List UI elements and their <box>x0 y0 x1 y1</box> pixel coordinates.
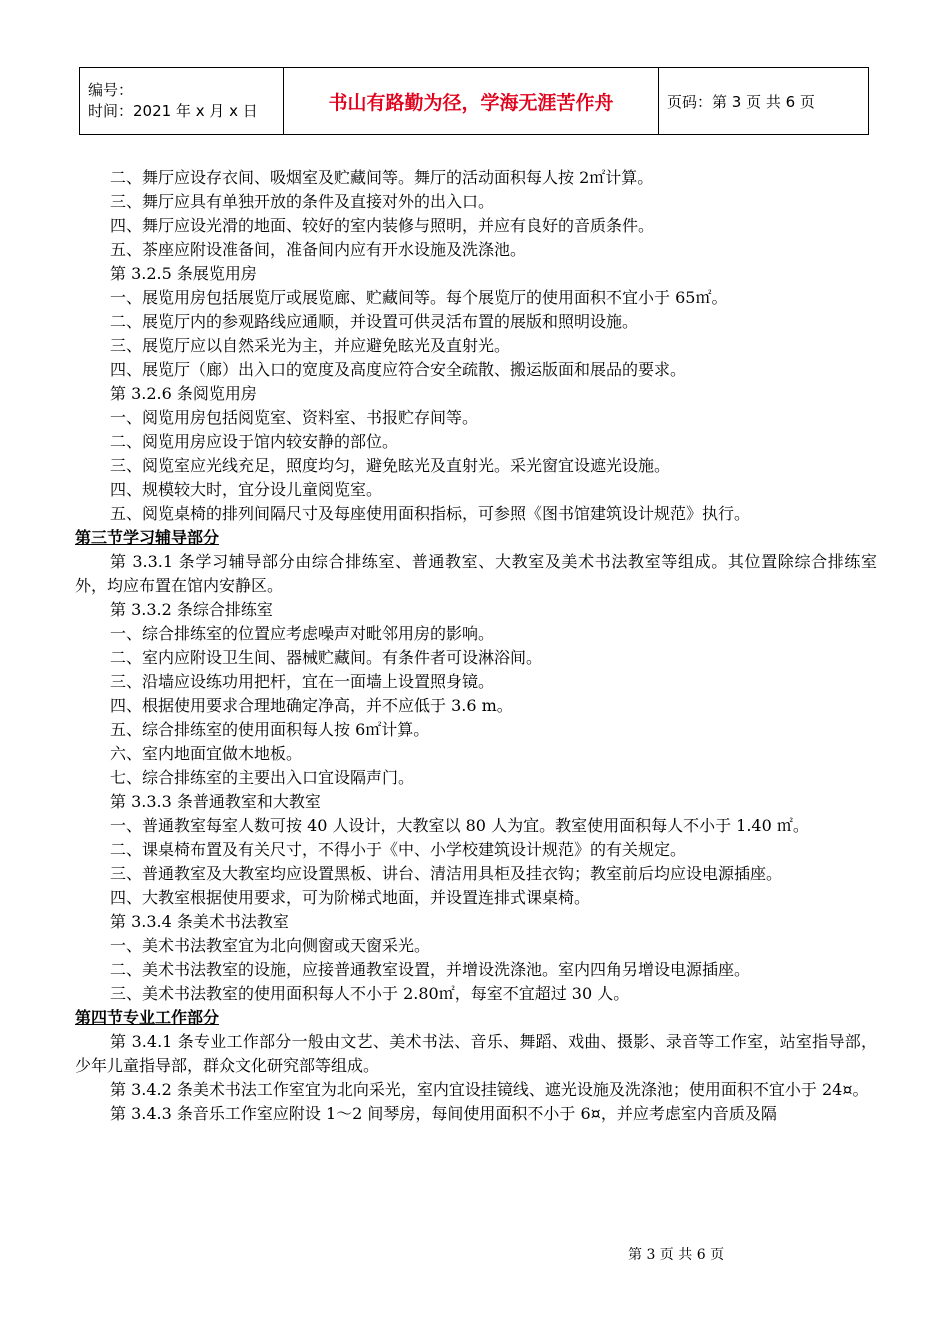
section-heading: 第四节专业工作部分 <box>75 1008 220 1027</box>
body-line: 二、阅览用房应设于馆内较安静的部位。 <box>110 432 399 451</box>
body-line: 二、舞厅应设存衣间、吸烟室及贮藏间等。舞厅的活动面积每人按 2㎡计算。 <box>110 168 654 187</box>
header-meta-cell <box>80 68 284 135</box>
header-motto: 书山有路勤为径，学海无涯苦作舟 <box>284 68 659 135</box>
clause-title: 第 3.3.4 条美术书法教室 <box>110 912 289 931</box>
body-line: 二、室内应附设卫生间、器械贮藏间。有条件者可设淋浴间。 <box>110 648 543 667</box>
body-line: 四、大教室根据使用要求，可为阶梯式地面，并设置连排式课桌椅。 <box>110 888 591 907</box>
body-line: 三、舞厅应具有单独开放的条件及直接对外的出入口。 <box>110 192 495 211</box>
body-line: 第 3.4.3 条音乐工作室应附设 1～2 间琴房，每间使用面积不小于 6¤，并应考虑室内音质及隔 <box>110 1104 777 1123</box>
document-body <box>75 166 877 1126</box>
document-header <box>79 67 869 135</box>
body-line: 四、规模较大时，宜分设儿童阅览室。 <box>110 480 383 499</box>
body-line: 五、综合排练室的使用面积每人按 6㎡计算。 <box>110 720 430 739</box>
body-line: 七、综合排练室的主要出入口宜设隔声门。 <box>110 768 415 787</box>
body-line: 二、展览厅内的参观路线应通顺，并设置可供灵活布置的展版和照明设施。 <box>110 312 639 331</box>
body-line: 四、展览厅（廊）出入口的宽度及高度应符合安全疏散、搬运版面和展品的要求。 <box>110 360 687 379</box>
page-footer: 第 3 页 共 6 页 <box>628 1247 725 1263</box>
body-line: 一、展览用房包括展览厅或展览廊、贮藏间等。每个展览厅的使用面积不宜小于 65㎡。 <box>110 288 728 307</box>
clause-title: 第 3.2.6 条阅览用房 <box>110 384 257 403</box>
body-line: 三、展览厅应以自然采光为主，并应避免眩光及直射光。 <box>110 336 511 355</box>
body-line: 四、舞厅应设光滑的地面、较好的室内装修与照明，并应有良好的音质条件。 <box>110 216 655 235</box>
body-paragraph: 第 3.3.1 条学习辅导部分由综合排练室、普通教室、大教室及美术书法教室等组成。其位置除综合排练室外，均应布置在馆内安静区。 <box>75 552 877 595</box>
body-paragraph: 一、普通教室每室人数可按 40 人设计，大教室以 80 人为宜。教室使用面积每人不小于 1.40 ㎡。 <box>110 816 809 835</box>
body-paragraph: 第 3.4.1 条专业工作部分一般由文艺、美术书法、音乐、舞蹈、戏曲、摄影、录音等工作室，站室指导部，少年儿童指导部，群众文化研究部等组成。 <box>75 1032 877 1075</box>
body-paragraph: 第 3.4.2 条美术书法工作室宜为北向采光，室内宜设挂镜线、遮光设施及洗涤池；使用面积不宜小于 24¤。 <box>110 1080 869 1099</box>
document-number-label: 编号： <box>88 81 134 99</box>
body-line: 一、美术书法教室宜为北向侧窗或天窗采光。 <box>110 936 431 955</box>
clause-title: 第 3.3.2 条综合排练室 <box>110 600 273 619</box>
body-line: 五、阅览桌椅的排列间隔尺寸及每座使用面积指标，可参照《图书馆建筑设计规范》执行。 <box>110 504 751 523</box>
body-line: 二、美术书法教室的设施，应接普通教室设置，并增设洗涤池。室内四角另增设电源插座。 <box>110 960 751 979</box>
body-line: 一、综合排练室的位置应考虑噪声对毗邻用房的影响。 <box>110 624 495 643</box>
section-heading: 第三节学习辅导部分 <box>75 528 220 547</box>
body-line: 六、室内地面宜做木地板。 <box>110 744 303 763</box>
body-paragraph: 三、普通教室及大教室均应设置黑板、讲台、清洁用具柜及挂衣钩；教室前后均应设电源插座。 <box>110 864 783 883</box>
clause-title: 第 3.3.3 条普通教室和大教室 <box>110 792 321 811</box>
header-page-label: 页码：第 3 页 共 6 页 <box>659 68 869 135</box>
body-line: 三、阅览室应光线充足，照度均匀，避免眩光及直射光。采光窗宜设遮光设施。 <box>110 456 671 475</box>
body-line: 三、美术书法教室的使用面积每人不小于 2.80㎡，每室不宜超过 30 人。 <box>110 984 630 1003</box>
body-line: 二、课桌椅布置及有关尺寸，不得小于《中、小学校建筑设计规范》的有关规定。 <box>110 840 687 859</box>
body-line: 五、茶座应附设准备间，准备间内应有开水设施及洗涤池。 <box>110 240 527 259</box>
body-line: 三、沿墙应设练功用把杆，宜在一面墙上设置照身镜。 <box>110 672 495 691</box>
body-line: 一、阅览用房包括阅览室、资料室、书报贮存间等。 <box>110 408 479 427</box>
body-line: 四、根据使用要求合理地确定净高，并不应低于 3.6 m。 <box>110 696 513 715</box>
document-time-label: 时间：2021 年 x 月 x 日 <box>88 102 258 120</box>
clause-title: 第 3.2.5 条展览用房 <box>110 264 257 283</box>
